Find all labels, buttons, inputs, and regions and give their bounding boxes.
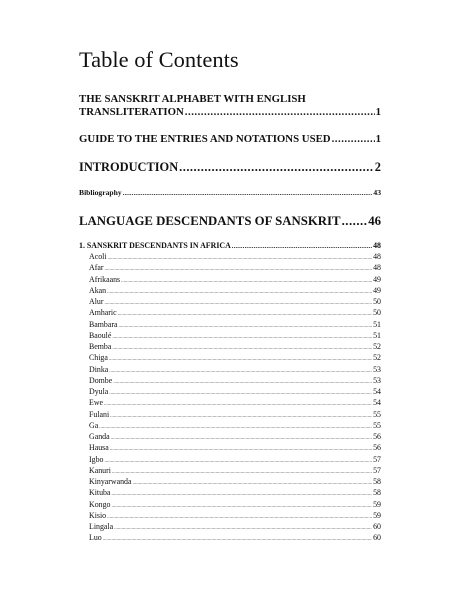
toc-page-number: 55 bbox=[373, 420, 381, 430]
toc-entry-label: GUIDE TO THE ENTRIES AND NOTATIONS USED bbox=[79, 133, 331, 145]
leader-dots bbox=[112, 466, 372, 475]
toc-sub-entry[interactable] bbox=[89, 342, 381, 351]
toc-page-number: 48 bbox=[373, 252, 381, 261]
leader-dots bbox=[113, 376, 372, 385]
toc-sub-entry[interactable] bbox=[89, 387, 381, 396]
toc-page-number: 50 bbox=[373, 308, 381, 318]
leader-dots bbox=[123, 188, 373, 197]
toc-sub-entry[interactable] bbox=[89, 275, 381, 284]
leader-dots bbox=[114, 522, 372, 531]
toc-page-number: 58 bbox=[373, 477, 381, 486]
toc-page-number: 53 bbox=[373, 375, 381, 385]
toc-sub-entry-label: Dinka bbox=[89, 364, 109, 374]
toc-page-number: 48 bbox=[373, 263, 381, 273]
leader-dots bbox=[108, 252, 373, 261]
leader-dots bbox=[111, 432, 373, 441]
toc-sub-entry-label: Amharic bbox=[89, 308, 117, 318]
toc-sub-entry-label: Hausa bbox=[89, 443, 109, 453]
toc-sub-entry-label: Afar bbox=[89, 263, 104, 273]
toc-sub-entry-label: Ganda bbox=[89, 432, 110, 441]
leader-dots bbox=[332, 133, 375, 145]
toc-sub-entry-label: Afrikaans bbox=[89, 274, 121, 284]
leader-dots bbox=[185, 106, 375, 118]
toc-entry-bibliography[interactable] bbox=[79, 188, 381, 197]
toc-entry-alphabet[interactable] bbox=[79, 106, 381, 118]
leader-dots bbox=[104, 297, 372, 306]
leader-dots bbox=[112, 342, 372, 351]
toc-sub-entry-label: Ewe bbox=[89, 398, 104, 408]
leader-dots bbox=[118, 308, 373, 317]
toc-sub-entry-label: Acoli bbox=[89, 252, 107, 261]
toc-page-number: 59 bbox=[373, 499, 381, 509]
toc-entry-label: 1. SANSKRIT DESCENDANTS IN AFRICA bbox=[79, 241, 231, 250]
leader-dots bbox=[104, 455, 372, 464]
toc-entry-africa[interactable] bbox=[79, 241, 381, 250]
toc-page-number: 57 bbox=[373, 465, 381, 475]
toc-sub-entry[interactable] bbox=[89, 455, 381, 464]
toc-page-number: 56 bbox=[373, 432, 381, 441]
toc-sub-entry-label: Kinyarwanda bbox=[89, 477, 132, 486]
toc-sub-entry-label: Bambara bbox=[89, 319, 118, 329]
toc-sub-entry[interactable] bbox=[89, 331, 381, 340]
leader-dots bbox=[121, 275, 372, 284]
toc-sub-entry-label: Lingala bbox=[89, 522, 114, 531]
toc-sub-entry[interactable] bbox=[89, 522, 381, 531]
toc-entry-language-descendants[interactable] bbox=[79, 214, 381, 229]
toc-page-number: 1 bbox=[375, 106, 381, 118]
toc-sub-entry[interactable] bbox=[89, 500, 381, 509]
toc-sub-entry[interactable] bbox=[89, 443, 381, 452]
toc-sub-entry-label: Kanuri bbox=[89, 465, 111, 475]
toc-entry-introduction[interactable] bbox=[79, 160, 381, 175]
toc-entry-label: INTRODUCTION bbox=[79, 160, 179, 174]
toc-sub-entry-label: Bemba bbox=[89, 342, 112, 351]
toc-sub-entry-label: Baoulé bbox=[89, 330, 112, 340]
toc-page-number: 51 bbox=[373, 330, 381, 340]
leader-dots bbox=[109, 387, 372, 396]
page-title: Table of Contents bbox=[79, 47, 239, 72]
leader-dots bbox=[111, 488, 372, 497]
toc-sub-entry-label: Chiga bbox=[89, 353, 108, 363]
toc-sub-entry[interactable] bbox=[89, 353, 381, 362]
toc-sub-entry[interactable] bbox=[89, 477, 381, 486]
toc-page-number: 52 bbox=[373, 342, 381, 351]
toc-page-number: 2 bbox=[374, 160, 381, 174]
leader-dots bbox=[112, 331, 372, 340]
toc-sub-entry-label: Dombe bbox=[89, 375, 113, 385]
toc-page-number: 49 bbox=[373, 274, 381, 284]
toc-sub-entry[interactable] bbox=[89, 286, 381, 295]
toc-sub-entry[interactable] bbox=[89, 320, 381, 329]
toc-sub-entry-label: Kongo bbox=[89, 499, 111, 509]
leader-dots bbox=[342, 214, 368, 229]
leader-dots bbox=[118, 320, 372, 329]
leader-dots bbox=[111, 500, 372, 509]
toc-sub-entry-label: Kisio bbox=[89, 510, 107, 520]
toc-page-number: 54 bbox=[373, 398, 381, 408]
toc-sub-entry[interactable] bbox=[89, 252, 381, 261]
toc-sub-entry-label: Fulani bbox=[89, 409, 110, 419]
toc-entry-label: TRANSLITERATION bbox=[79, 106, 184, 118]
leader-dots bbox=[110, 410, 372, 419]
toc-page-number: 1 bbox=[375, 133, 381, 145]
leader-dots bbox=[232, 241, 372, 250]
leader-dots bbox=[104, 263, 372, 272]
toc-page-number: 60 bbox=[373, 522, 381, 531]
toc-page-number: 46 bbox=[368, 214, 381, 228]
toc-page-number: 57 bbox=[373, 454, 381, 464]
toc-sub-entry-label: Luo bbox=[89, 533, 102, 543]
toc-sub-entry[interactable] bbox=[89, 297, 381, 306]
toc-sub-entry[interactable] bbox=[89, 421, 381, 430]
toc-sub-entry-label: Ga bbox=[89, 420, 99, 430]
leader-dots bbox=[109, 365, 372, 374]
toc-page-number: 60 bbox=[373, 533, 381, 543]
toc-sub-entry[interactable] bbox=[89, 263, 381, 272]
toc-page-number: 54 bbox=[373, 387, 381, 396]
toc-sub-entry[interactable] bbox=[89, 488, 381, 497]
toc-sub-entry-label: Dyula bbox=[89, 387, 109, 396]
leader-dots bbox=[99, 421, 372, 430]
leader-dots bbox=[179, 160, 374, 175]
toc-page-number: 50 bbox=[373, 297, 381, 306]
leader-dots bbox=[104, 398, 372, 407]
toc-entry-label: LANGUAGE DESCENDANTS OF SANSKRIT bbox=[79, 214, 341, 228]
toc-page-number: 53 bbox=[373, 364, 381, 374]
toc-page-number: 52 bbox=[373, 353, 381, 363]
toc-page-number: 49 bbox=[373, 285, 381, 295]
toc-sub-entry-label: Kituba bbox=[89, 488, 111, 498]
toc-page-number: 55 bbox=[373, 409, 381, 419]
toc-page-number: 59 bbox=[373, 510, 381, 520]
toc-sub-entry-label: Alur bbox=[89, 297, 104, 306]
leader-dots bbox=[107, 511, 372, 520]
toc-sub-entry[interactable] bbox=[89, 533, 381, 542]
toc-sub-entry[interactable] bbox=[89, 376, 381, 385]
toc-entry-alphabet-line1[interactable]: THE SANSKRIT ALPHABET WITH ENGLISH bbox=[79, 93, 306, 105]
toc-sub-entry[interactable] bbox=[89, 466, 381, 475]
toc-sub-entry[interactable] bbox=[89, 432, 381, 441]
toc-sub-entry[interactable] bbox=[89, 365, 381, 374]
leader-dots bbox=[107, 286, 372, 295]
leader-dots bbox=[133, 477, 373, 486]
toc-sub-entry[interactable] bbox=[89, 410, 381, 419]
toc-sub-entry[interactable] bbox=[89, 308, 381, 317]
toc-page-number: 56 bbox=[373, 443, 381, 453]
leader-dots bbox=[110, 443, 372, 452]
toc-sub-entry-label: Akan bbox=[89, 285, 107, 295]
toc-entry-label: Bibliography bbox=[79, 188, 122, 197]
toc-entry-guide[interactable] bbox=[79, 133, 381, 145]
toc-page-number: 51 bbox=[373, 319, 381, 329]
leader-dots bbox=[103, 533, 372, 542]
toc-sub-entry-label: Igbo bbox=[89, 454, 104, 464]
toc-page-number: 58 bbox=[373, 488, 381, 498]
toc-sub-entry[interactable] bbox=[89, 398, 381, 407]
toc-page-number: 48 bbox=[373, 241, 381, 250]
leader-dots bbox=[109, 353, 372, 362]
toc-sub-entry[interactable] bbox=[89, 511, 381, 520]
toc-page-number: 43 bbox=[373, 188, 381, 197]
